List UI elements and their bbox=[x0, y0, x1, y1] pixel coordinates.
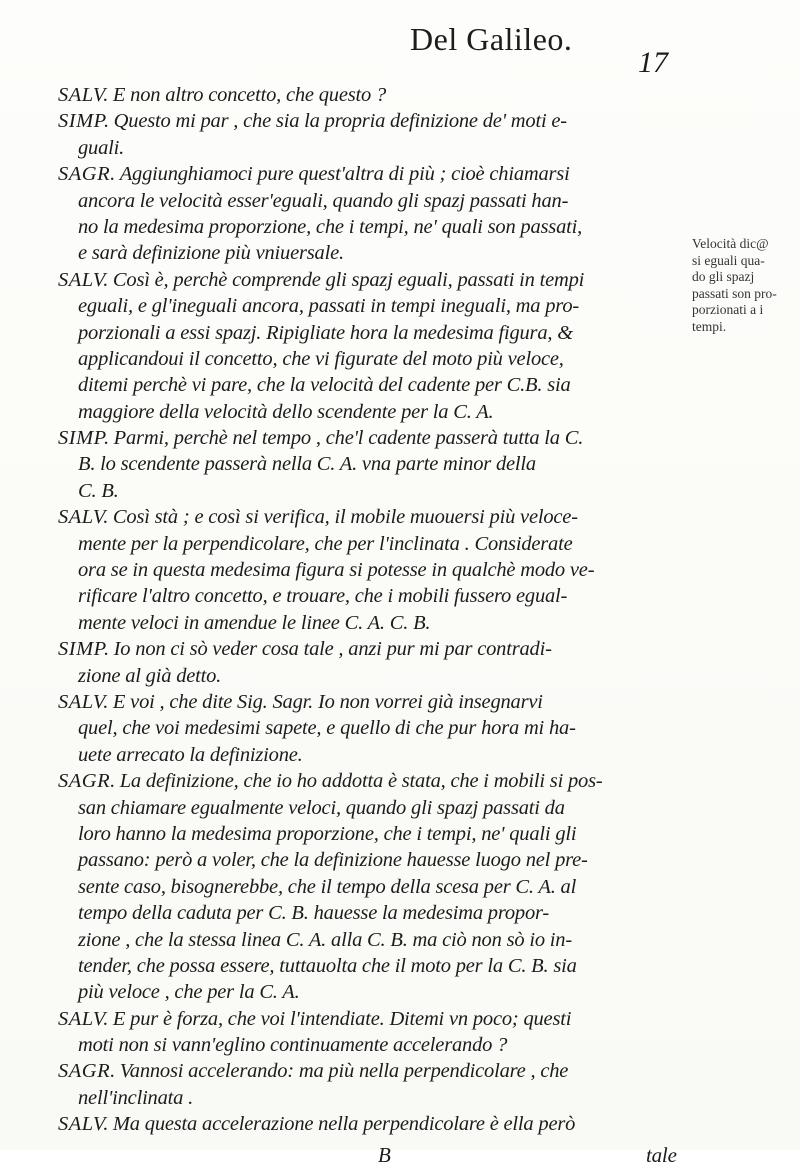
page-footer bbox=[58, 1138, 698, 1167]
text-line bbox=[58, 795, 698, 821]
line-text: loro hanno la medesima proporzione, che i tempi, ne' quali gli bbox=[78, 822, 577, 845]
line-text: La definizione, che io ho addotta è stata, che i mobili si pos- bbox=[119, 770, 603, 793]
text-line bbox=[58, 663, 698, 689]
text-line bbox=[58, 504, 698, 530]
line-text: porzionali a essi spazj. Ripigliate hora la medesima figura, & bbox=[78, 321, 573, 344]
text-line bbox=[58, 240, 698, 266]
line-text: Ma questa accelerazione nella perpendicolare è ella però bbox=[112, 1113, 576, 1136]
text-line bbox=[58, 689, 698, 715]
line-text: zione al già detto. bbox=[78, 664, 222, 687]
text-line bbox=[58, 425, 698, 451]
catchword: tale bbox=[646, 1142, 677, 1167]
line-text: eguali, e gl'ineguali ancora, passati in tempi ineguali, ma pro- bbox=[78, 295, 580, 318]
speaker-label: SALV. bbox=[58, 1007, 109, 1030]
speaker-label: SALV. bbox=[58, 506, 109, 529]
line-text: più veloce , che per la C. A. bbox=[78, 981, 300, 1004]
line-text: guali. bbox=[78, 136, 125, 159]
line-text: nell'inclinata . bbox=[78, 1086, 194, 1109]
line-text: Così stà ; e così si verifica, il mobile muouersi più veloce- bbox=[112, 506, 578, 529]
text-line bbox=[58, 610, 698, 636]
line-text: tempo della caduta per C. B. hauesse la medesima propor- bbox=[78, 902, 550, 925]
line-text: Così è, perchè comprende gli spazj eguali, passati in tempi bbox=[112, 268, 585, 291]
text-line bbox=[58, 135, 698, 161]
text-line bbox=[58, 768, 698, 794]
line-text: quel, che voi medesimi sapete, e quello di che pur hora mi ha- bbox=[78, 717, 576, 740]
marginal-note-line: Velocità dic@ bbox=[692, 236, 769, 251]
text-line bbox=[58, 1085, 698, 1111]
text-line bbox=[58, 82, 698, 108]
text-line bbox=[58, 953, 698, 979]
line-text: E pur è forza, che voi l'intendiate. Ditemi vn poco; questi bbox=[112, 1007, 572, 1030]
text-line bbox=[58, 372, 698, 398]
line-text: C. B. bbox=[78, 479, 119, 502]
text-line bbox=[58, 715, 698, 741]
running-title: Del Galileo. bbox=[410, 21, 573, 57]
text-line bbox=[58, 346, 698, 372]
speaker-label: SALV. bbox=[58, 690, 109, 713]
marginal-note-line: do gli spazj bbox=[692, 269, 755, 284]
line-text: Questo mi par , che sia la propria definizione de' moti e- bbox=[113, 110, 567, 133]
text-line bbox=[58, 161, 698, 187]
line-text: maggiore della velocità dello scendente per la C. A. bbox=[78, 400, 494, 423]
speaker-label: SALV. bbox=[58, 84, 109, 106]
line-text: ancora le velocità esser'eguali, quando gli spazj passati han- bbox=[78, 189, 569, 212]
marginal-note-line: si eguali qua- bbox=[692, 252, 765, 268]
line-text: sente caso, bisognerebbe, che il tempo della scesa per C. A. al bbox=[78, 875, 577, 898]
line-text: rificare l'altro concetto, e trouare, che i mobili fussero egual- bbox=[78, 585, 568, 608]
line-text: mente veloci in amendue le linee C. A. C. B. bbox=[78, 611, 431, 634]
text-line bbox=[58, 927, 698, 953]
text-line bbox=[58, 1111, 698, 1137]
text-line bbox=[58, 293, 698, 319]
text-line bbox=[58, 1058, 698, 1084]
text-line bbox=[58, 320, 698, 346]
line-text: moti non si vann'eglino continuamente accelerando ? bbox=[78, 1034, 508, 1057]
text-line bbox=[58, 900, 698, 926]
text-line bbox=[58, 214, 698, 240]
speaker-label: SALV. bbox=[58, 268, 109, 291]
line-text: applicandoui il concetto, che vi figurate del moto più veloce, bbox=[78, 347, 564, 370]
dialogue-text bbox=[58, 82, 698, 1167]
text-line bbox=[58, 636, 698, 662]
line-text: Aggiunghiamoci pure quest'altra di più ; cioè chiamarsi bbox=[119, 163, 570, 186]
text-line bbox=[58, 979, 698, 1005]
text-line bbox=[58, 399, 698, 425]
line-text: e sarà definizione più vniuersale. bbox=[78, 242, 344, 265]
marginal-note-line: porzionati a i bbox=[692, 302, 764, 317]
text-line bbox=[58, 1006, 698, 1032]
text-line bbox=[58, 557, 698, 583]
text-line bbox=[58, 742, 698, 768]
text-line bbox=[58, 531, 698, 557]
text-line bbox=[58, 874, 698, 900]
text-line bbox=[58, 108, 698, 134]
line-text: uete arrecato la definizione. bbox=[78, 743, 303, 766]
line-text: Io non ci sò veder cosa tale , anzi pur mi par contradi- bbox=[113, 638, 552, 661]
speaker-label: SIMP. bbox=[58, 427, 110, 450]
line-text: ditemi perchè vi pare, che la velocità del cadente per C.B. sia bbox=[78, 374, 571, 397]
line-text: passano: però a voler, che la definizione hauesse luogo nel pre- bbox=[78, 849, 588, 872]
speaker-label: SIMP. bbox=[58, 110, 110, 133]
speaker-label: SAGR. bbox=[58, 1060, 116, 1083]
marginal-note-line: passati son pro- bbox=[692, 285, 777, 301]
signature-mark: B bbox=[378, 1142, 391, 1167]
line-text: no la medesima proporzione, che i tempi, ne' quali son passati, bbox=[78, 215, 583, 238]
text-line bbox=[58, 478, 698, 504]
text-line bbox=[58, 267, 698, 293]
text-line bbox=[58, 451, 698, 477]
line-text: Parmi, perchè nel tempo , che'l cadente passerà tutta la C. bbox=[113, 427, 584, 450]
text-line bbox=[58, 1032, 698, 1058]
line-text: E non altro concetto, che questo ? bbox=[112, 84, 387, 106]
line-text: ora se in questa medesima figura si potesse in qualchè modo ve- bbox=[78, 559, 595, 582]
marginal-note bbox=[692, 236, 800, 335]
speaker-label: SAGR. bbox=[58, 163, 116, 186]
line-text: Vannosi accelerando: ma più nella perpendicolare , che bbox=[119, 1060, 569, 1083]
text-line bbox=[58, 583, 698, 609]
line-text: tender, che possa essere, tuttauolta che il moto per la C. B. sia bbox=[78, 954, 577, 977]
speaker-label: SIMP. bbox=[58, 638, 110, 661]
page-number: 17 bbox=[638, 46, 668, 79]
speaker-label: SALV. bbox=[58, 1113, 109, 1136]
speaker-label: SAGR. bbox=[58, 770, 116, 793]
line-text: san chiamare egualmente veloci, quando gli spazj passati da bbox=[78, 796, 565, 819]
line-text: B. lo scendente passerà nella C. A. vna parte minor della bbox=[78, 453, 536, 476]
text-line bbox=[58, 821, 698, 847]
text-line bbox=[58, 188, 698, 214]
line-text: E voi , che dite Sig. Sagr. Io non vorrei già insegnarvi bbox=[112, 690, 543, 713]
line-text: mente per la perpendicolare, che per l'inclinata . Considerate bbox=[78, 532, 573, 555]
line-text: zione , che la stessa linea C. A. alla C. B. ma ciò non sò io in- bbox=[78, 928, 572, 951]
marginal-note-line: tempi. bbox=[692, 318, 727, 334]
text-line bbox=[58, 847, 698, 873]
